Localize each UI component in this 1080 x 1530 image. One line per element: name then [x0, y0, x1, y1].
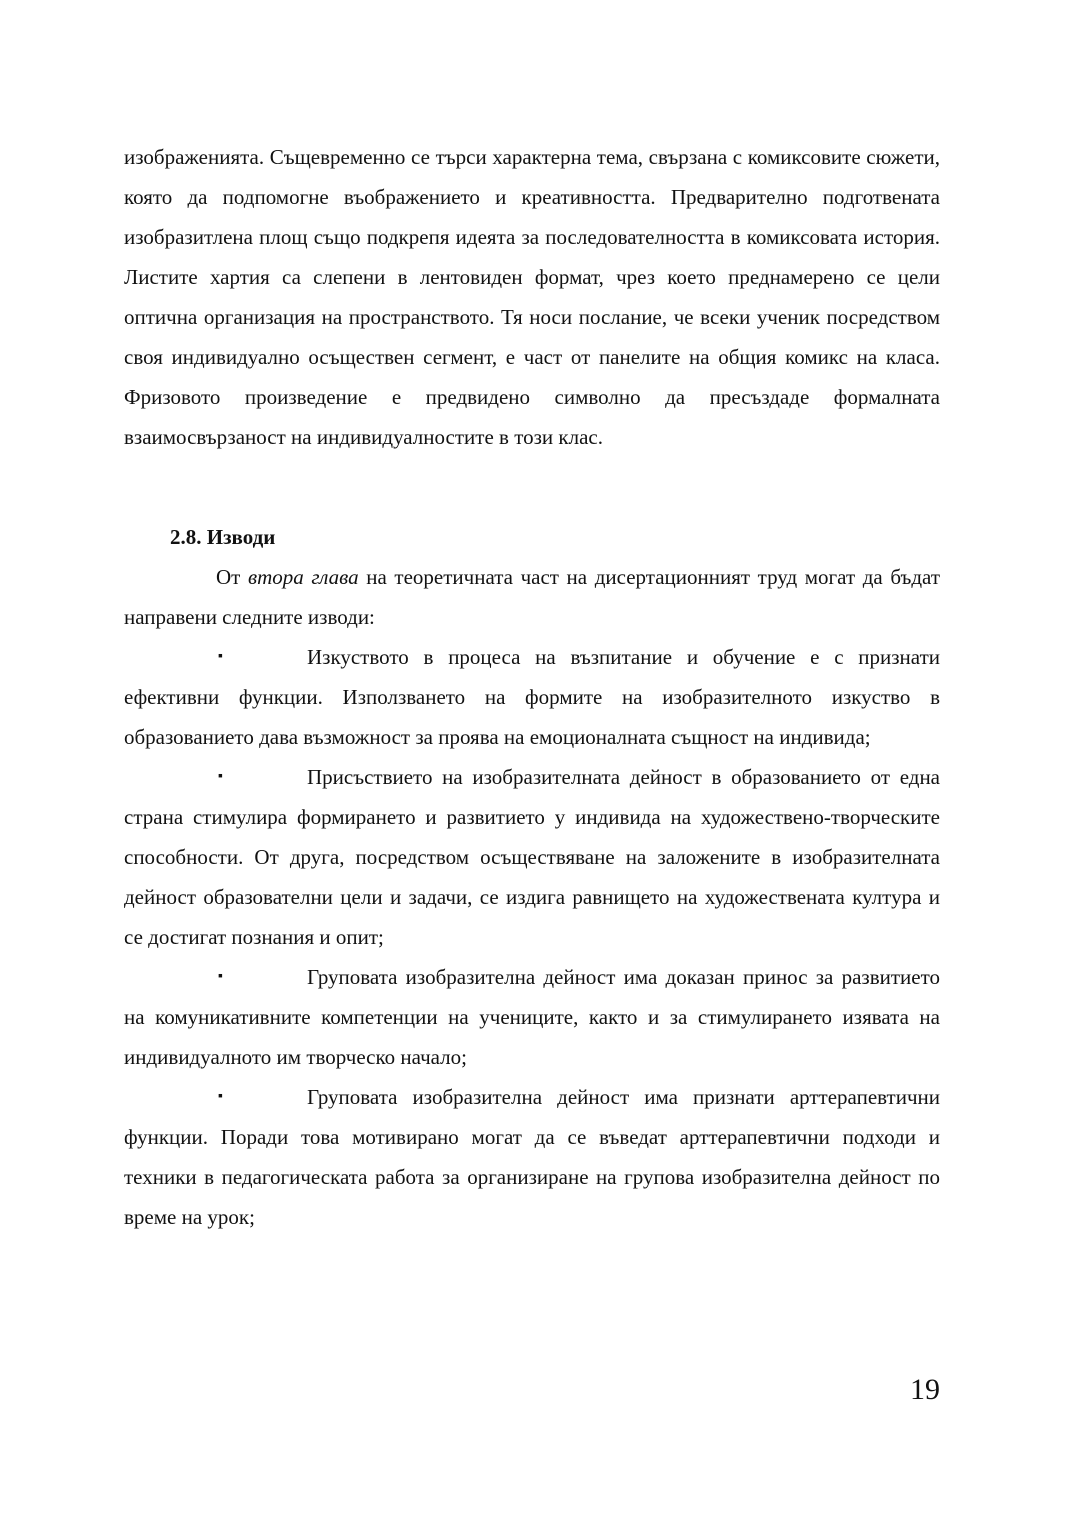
bullet-item — [124, 637, 940, 757]
page-number: 19 — [910, 1373, 940, 1406]
bullet-text: Присъствието на изобразителната дейност в образованието от една страна стимулира формирането и развитието у индивида на художествено-творческите способности. От друга, посредством осъществяване на заложените в изобразителната дейност образователни цели и задачи, се издига равнището на художествената култура и се достигат познания и опит; — [124, 765, 940, 949]
bullet-text: Груповата изобразителна дейност има доказан принос за развитието на комуникативните компетенции на учениците, както и за стимулирането изявата на индивидуалното им творческо начало; — [124, 965, 940, 1069]
section-lead-paragraph — [124, 557, 940, 637]
bullet-list — [124, 637, 940, 1237]
lead-text-emphasis: втора глава — [247, 565, 359, 589]
section-heading: 2.8. Изводи — [170, 525, 276, 549]
bullet-text: Изкуството в процеса на възпитание и обучение е с признати ефективни функции. Използването на формите на изобразителното изкуство в образованието дава възможност за проява на емоционалната същност на индивида; — [124, 645, 940, 749]
bullet-square-icon: ▪ — [218, 1089, 223, 1104]
bullet-square-icon: ▪ — [218, 649, 223, 664]
intro-paragraph: изображенията. Същевременно се търси характерна тема, свързана с комиксовите сюжети, която да подпомогне въображението и креативността. Предварително подготвената изобразитлена площ също подкрепя идеята за последователността в комиксовата история. Листите хартия са слепени в лентовиден формат, чрез което преднамерено се цели оптична организация на пространството. Тя носи послание, че всеки ученик посредством своя индивидуално осъществен сегмент, е част от панелите на общия комикс на класа. Фризовото произведение е предвидено символно да пресъздаде формалната взаимосвързаност на индивидуалностите в този клас. — [124, 145, 940, 449]
bullet-square-icon: ▪ — [218, 769, 223, 784]
bullet-item — [124, 757, 940, 957]
bullet-text: Груповата изобразителна дейност има признати арттерапевтични функции. Поради това мотивирано могат да се въведат арттерапевтични подходи и техники в педагогическата работа за организиране на групова изобразителна дейност по време на урок; — [124, 1085, 940, 1229]
lead-text-after: на теоретичната част на дисертационният труд могат да бъдат направени следните изводи: — [124, 565, 940, 629]
lead-text-before: От — [216, 565, 248, 589]
bullet-item — [124, 1077, 940, 1237]
page-body — [124, 137, 940, 1237]
bullet-item — [124, 957, 940, 1077]
bullet-square-icon: ▪ — [218, 969, 223, 984]
